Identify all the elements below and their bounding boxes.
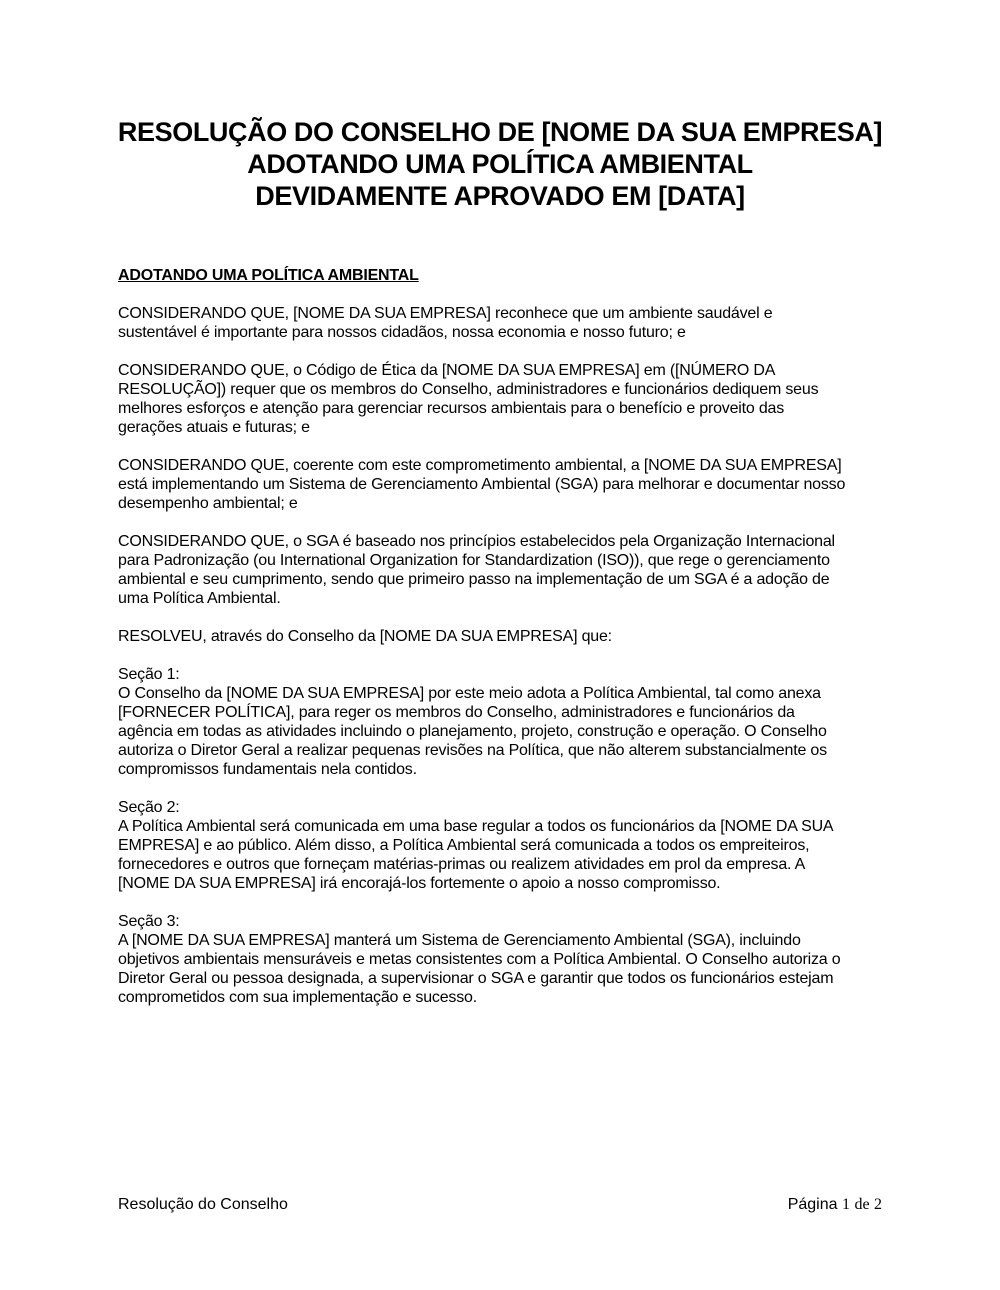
footer-title: Resolução do Conselho [118, 1196, 288, 1213]
section-2 [118, 798, 890, 893]
document-title [100, 116, 900, 212]
title-line-3: DEVIDAMENTE APROVADO EM [DATA] [255, 181, 745, 211]
text-line: para Padronização (ou International Organization for Standardization (ISO)), que rege o gerenciamento [118, 552, 830, 569]
text-line: agência em todas as atividades incluindo o planejamento, projeto, construção e operação. O Conselho [118, 723, 827, 740]
text-line: CONSIDERANDO QUE, o SGA é baseado nos princípios estabelecidos pela Organização Internacional [118, 533, 835, 550]
text-line: fornecedores e outros que forneçam matérias-primas ou realizem atividades em prol da empresa. A [118, 856, 806, 873]
page-number: 1 [841, 1196, 850, 1213]
paragraph-whereas-1 [118, 304, 890, 342]
text-line: uma Política Ambiental. [118, 590, 281, 607]
section-label: Seção 2: [118, 799, 180, 816]
text-line: Diretor Geral ou pessoa designada, a supervisionar o SGA e garantir que todos os funcionários estejam [118, 970, 834, 987]
text-line: gerações atuais e futuras; e [118, 419, 310, 436]
document-body [118, 266, 890, 1026]
text-line: O Conselho da [NOME DA SUA EMPRESA] por este meio adota a Política Ambiental, tal como anexa [118, 685, 821, 702]
section-label: Seção 3: [118, 913, 180, 930]
text-line: CONSIDERANDO QUE, coerente com este comprometimento ambiental, a [NOME DA SUA EMPRESA] [118, 457, 842, 474]
page-total: 2 [874, 1196, 882, 1213]
text-line: CONSIDERANDO QUE, o Código de Ética da [NOME DA SUA EMPRESA] em ([NÚMERO DA [118, 362, 776, 379]
text-line: objetivos ambientais mensuráveis e metas consistentes com a Política Ambiental. O Conselho autoriza o [118, 951, 841, 968]
page-footer [118, 1195, 882, 1214]
text-line: CONSIDERANDO QUE, [NOME DA SUA EMPRESA] reconhece que um ambiente saudável e [118, 305, 773, 322]
section-label: Seção 1: [118, 666, 180, 683]
text-line: RESOLUÇÃO]) requer que os membros do Conselho, administradores e funcionários dediquem seus [118, 381, 819, 398]
text-line: EMPRESA] e ao público. Além disso, a Política Ambiental será comunicada a todos os empreiteiros, [118, 837, 810, 854]
text-line: está implementando um Sistema de Gerenciamento Ambiental (SGA) para melhorar e documentar nosso [118, 476, 846, 493]
paragraph-whereas-2 [118, 361, 890, 437]
page-indicator [788, 1195, 882, 1214]
paragraph-resolved [118, 627, 890, 646]
section-heading: ADOTANDO UMA POLÍTICA AMBIENTAL [118, 267, 419, 284]
section-3 [118, 912, 890, 1007]
title-line-1: RESOLUÇÃO DO CONSELHO DE [NOME DA SUA EMPRESA] [117, 117, 883, 147]
text-line: sustentável é importante para nossos cidadãos, nossa economia e nosso futuro; e [118, 324, 686, 341]
text-line: A Política Ambiental será comunicada em uma base regular a todos os funcionários da [NOME DA SUA [118, 818, 834, 835]
page-of: de [854, 1196, 870, 1213]
text-line: comprometidos com sua implementação e sucesso. [118, 989, 477, 1006]
section-1 [118, 665, 890, 779]
text-line: ambiental e seu cumprimento, sendo que primeiro passo na implementação de um SGA é a adoção de [118, 571, 830, 588]
paragraph-whereas-3 [118, 456, 890, 513]
title-line-2: ADOTANDO UMA POLÍTICA AMBIENTAL [247, 149, 753, 179]
text-line: melhores esforços e atenção para gerenciar recursos ambientais para o benefício e proveito das [118, 400, 785, 417]
text-line: A [NOME DA SUA EMPRESA] manterá um Sistema de Gerenciamento Ambiental (SGA), incluindo [118, 932, 801, 949]
text-line: RESOLVEU, através do Conselho da [NOME DA SUA EMPRESA] que: [118, 628, 612, 645]
text-line: autoriza o Diretor Geral a realizar pequenas revisões na Política, que não alterem substancialmente os [118, 742, 827, 759]
text-line: [FORNECER POLÍTICA], para reger os membros do Conselho, administradores e funcionários da [118, 704, 795, 721]
text-line: desempenho ambiental; e [118, 495, 298, 512]
text-line: [NOME DA SUA EMPRESA] irá encorajá-los fortemente o apoio a nosso compromisso. [118, 875, 721, 892]
text-line: compromissos fundamentais nela contidos. [118, 761, 417, 778]
paragraph-whereas-4 [118, 532, 890, 608]
page-label: Página [787, 1196, 838, 1213]
